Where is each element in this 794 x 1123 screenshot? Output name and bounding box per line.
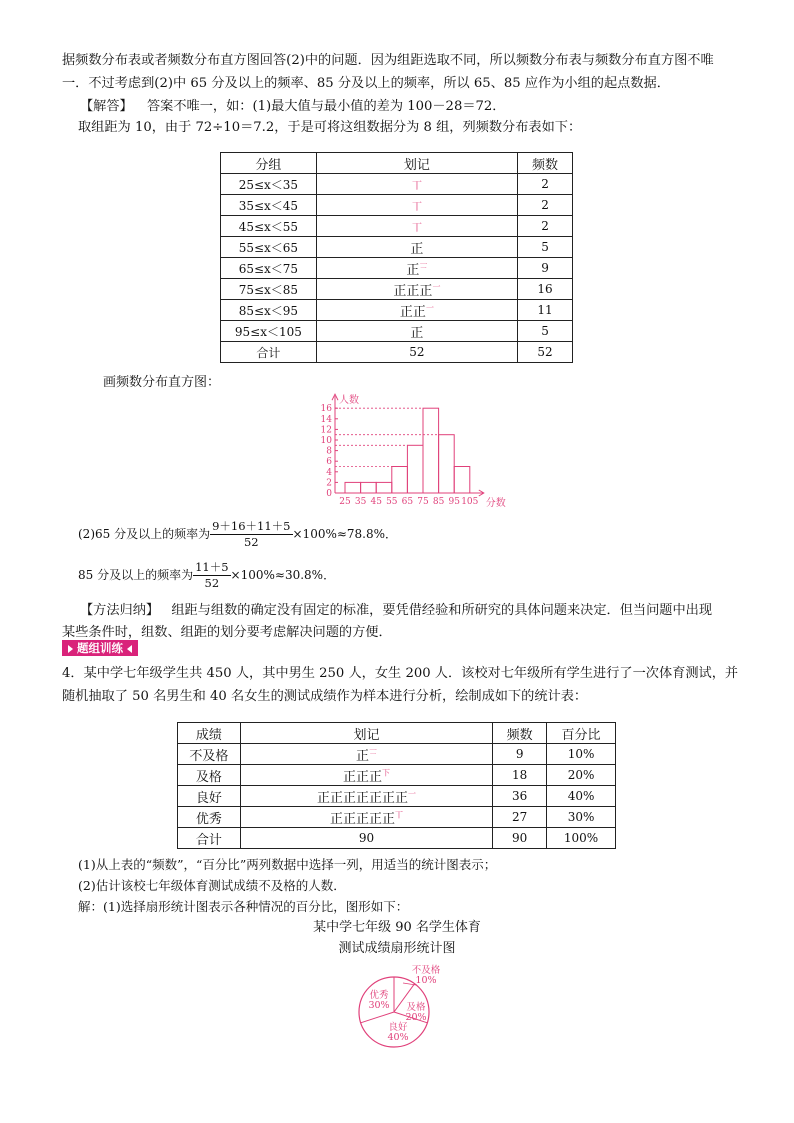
count-cell: 5 <box>518 321 573 342</box>
grade-cell: 及格 <box>178 765 241 786</box>
count-cell: 2 <box>518 174 573 195</box>
grade-cell: 优秀 <box>178 807 241 828</box>
header-tally: 划记 <box>316 153 517 174</box>
group-cell: 25≤x＜35 <box>221 174 317 195</box>
count-cell: 27 <box>493 807 547 828</box>
table-total-row <box>221 342 573 363</box>
y-tick-label: 8 <box>326 446 332 457</box>
pie-title-line-2: 测试成绩扇形统计图 <box>338 941 456 956</box>
pie-slice-label: 优秀 <box>369 990 389 1001</box>
section-banner <box>62 640 138 656</box>
f2-denominator: 52 <box>204 576 220 590</box>
count-cell: 9 <box>518 258 573 279</box>
table-row <box>221 195 573 216</box>
table-row <box>178 786 616 807</box>
frequency-histogram <box>308 392 518 510</box>
header-count: 频数 <box>493 723 547 744</box>
part2-line-2 <box>78 560 335 591</box>
method-line-1 <box>80 599 712 618</box>
header-group: 分组 <box>221 153 317 174</box>
percent-cell: 20% <box>547 765 616 786</box>
pie-slice-label: 良好 <box>388 1022 408 1033</box>
group-cell: 55≤x＜65 <box>221 237 317 258</box>
pie-slice-percent: 30% <box>368 1000 390 1011</box>
tally-sup: 下 <box>382 768 391 778</box>
f2-prefix: 85 分及以上的频率为 <box>78 568 194 582</box>
tally-cell <box>240 744 492 765</box>
total-percent: 100% <box>547 828 616 849</box>
histogram-bar <box>454 467 470 494</box>
x-tick-label: 65 <box>401 497 414 507</box>
table-row <box>221 216 573 237</box>
histogram-bar <box>345 482 361 493</box>
y-tick-label: 12 <box>320 425 332 436</box>
tally-cell: 丅 <box>316 216 517 237</box>
y-tick-label: 10 <box>320 436 332 446</box>
q4-part-2: (2)估计该校七年级体育测试成绩不及格的人数． <box>78 878 346 893</box>
group-cell: 35≤x＜45 <box>221 195 317 216</box>
tally-sup: 一 <box>432 282 441 292</box>
tally-cell: 丅 <box>316 174 517 195</box>
table-total-row <box>178 828 616 849</box>
header-grade: 成绩 <box>178 723 241 744</box>
grade-cell: 不及格 <box>178 744 241 765</box>
tally-sup: 丅 <box>395 810 404 820</box>
tally-text: 正正 <box>399 304 426 320</box>
q4-line-1: 4．某中学七年级学生共 450 人，其中男生 250 人，女生 200 人．该校对七年级所有学生进行了一次体育测试，并 <box>62 666 739 681</box>
q4-part-1: (1)从上表的“频数”，“百分比”两列数据中选择一列，用适当的统计图表示； <box>78 857 497 872</box>
x-tick-label: 105 <box>461 497 479 507</box>
f2-fraction <box>193 560 230 591</box>
pie-slice-label: 不及格 <box>411 965 441 976</box>
total-tally: 52 <box>316 342 517 363</box>
table-header-row <box>221 153 573 174</box>
table-row <box>221 174 573 195</box>
table-row <box>221 321 573 342</box>
method-tag: 【方法归纳】 <box>80 603 160 618</box>
count-cell: 9 <box>493 744 547 765</box>
table-row <box>221 237 573 258</box>
tally-sup: 𠄟 <box>419 261 428 271</box>
count-cell: 18 <box>493 765 547 786</box>
y-tick-label: 6 <box>326 457 332 468</box>
tally-text: 正 <box>406 262 420 278</box>
x-tick-label: 35 <box>354 497 367 507</box>
tally-cell <box>316 279 517 300</box>
x-tick-label: 85 <box>432 497 445 507</box>
tally-cell <box>316 258 517 279</box>
x-axis-label: 分数 <box>485 498 506 509</box>
frequency-table <box>220 152 573 363</box>
table-row <box>221 258 573 279</box>
tally-text: 正正正 <box>393 283 433 299</box>
percent-cell: 30% <box>547 807 616 828</box>
x-tick-label: 45 <box>370 497 382 507</box>
f1-numerator: 9＋16＋11＋5 <box>212 519 291 533</box>
x-tick-label: 75 <box>417 497 429 507</box>
banner-arrow-right-icon <box>68 645 73 653</box>
percent-cell: 40% <box>547 786 616 807</box>
y-axis-label: 人数 <box>339 395 359 406</box>
pie-slice-label: 及格 <box>406 1002 426 1013</box>
tally-sup: 𠄟 <box>369 747 378 757</box>
total-tally: 90 <box>240 828 492 849</box>
pie-slice-percent: 20% <box>405 1012 427 1023</box>
tally-cell: 正 <box>316 237 517 258</box>
intro-line-2: 一．不过考虑到(2)中 65 分及以上的频率、85 分及以上的频率，所以 65、85 应作为小组的起点数据． <box>62 76 670 91</box>
group-line: 取组距为 10，由于 72÷10＝7.2，于是可将这组数据分为 8 组，列频数分布表如下： <box>78 120 582 135</box>
pie-slice-percent: 40% <box>387 1032 409 1043</box>
method-line-2: 某些条件时，组数、组距的划分要考虑解决问题的方便． <box>62 625 392 640</box>
pie-slice-percent: 10% <box>415 975 437 986</box>
part2-line-1 <box>78 519 397 550</box>
y-tick-label: 0 <box>326 489 332 499</box>
answer-text: 答案不唯一，如：(1)最大值与最小值的差为 100－28＝72． <box>146 99 506 114</box>
x-tick-label: 55 <box>386 497 398 507</box>
tally-cell <box>240 786 492 807</box>
total-label: 合计 <box>221 342 317 363</box>
y-tick-label: 4 <box>326 467 332 478</box>
intro-line-1: 据频数分布表或者频数分布直方图回答(2)中的问题．因为组距选取不同，所以频数分布表与频数分布直方图不唯 <box>62 53 714 68</box>
f1-suffix: ×100%≈78.8%． <box>292 527 398 541</box>
group-cell: 95≤x＜105 <box>221 321 317 342</box>
count-cell: 2 <box>518 195 573 216</box>
tally-cell <box>240 765 492 786</box>
group-cell: 85≤x＜95 <box>221 300 317 321</box>
x-tick-label: 95 <box>448 497 460 507</box>
table-row <box>221 279 573 300</box>
percent-cell: 10% <box>547 744 616 765</box>
group-cell: 65≤x＜75 <box>221 258 317 279</box>
histogram-caption: 画频数分布直方图： <box>103 375 221 390</box>
y-tick-label: 16 <box>320 404 332 415</box>
group-cell: 75≤x＜85 <box>221 279 317 300</box>
table-header-row <box>178 723 616 744</box>
header-percent: 百分比 <box>547 723 616 744</box>
total-label: 合计 <box>178 828 241 849</box>
total-count: 52 <box>518 342 573 363</box>
histogram-bar <box>376 482 392 493</box>
f1-denominator: 52 <box>243 535 259 549</box>
y-tick-label: 14 <box>320 414 332 425</box>
count-cell: 5 <box>518 237 573 258</box>
histogram-bar <box>439 435 455 493</box>
tally-text: 正正正 <box>343 769 383 785</box>
f1-prefix: (2)65 分及以上的频率为 <box>78 527 211 541</box>
tally-sup: 一 <box>408 789 417 799</box>
tally-cell <box>316 300 517 321</box>
grade-table <box>177 722 616 849</box>
tally-cell: 正 <box>316 321 517 342</box>
tally-cell <box>240 807 492 828</box>
tally-text: 正正正正正正正 <box>317 790 409 806</box>
x-tick-label: 25 <box>339 497 351 507</box>
f1-fraction <box>210 519 292 550</box>
tally-text: 正正正正正 <box>330 811 396 827</box>
count-cell: 36 <box>493 786 547 807</box>
f2-numerator: 11＋5 <box>195 560 229 574</box>
grade-pie-chart <box>340 955 460 1055</box>
method-text-1: 组距与组数的确定没有固定的标准，要凭借经验和所研究的具体问题来决定．但当问题中出现 <box>171 603 713 618</box>
pie-title-line-1: 某中学七年级 90 名学生体育 <box>313 920 481 935</box>
group-cell: 45≤x＜55 <box>221 216 317 237</box>
tally-text: 正 <box>356 748 370 764</box>
table-row <box>178 744 616 765</box>
histogram-bar <box>407 445 423 493</box>
histogram-bar <box>423 408 439 493</box>
header-count: 频数 <box>518 153 573 174</box>
total-count: 90 <box>493 828 547 849</box>
answer-tag: 【解答】 <box>80 99 133 114</box>
count-cell: 2 <box>518 216 573 237</box>
banner-label: 题组训练 <box>77 641 123 655</box>
banner-arrow-left-icon <box>127 645 132 653</box>
grade-cell: 良好 <box>178 786 241 807</box>
table-row <box>178 765 616 786</box>
header-tally: 划记 <box>240 723 492 744</box>
q4-line-2: 随机抽取了 50 名男生和 40 名女生的测试成绩作为样本进行分析，绘制成如下的统计表： <box>62 689 588 704</box>
answer-line <box>80 95 506 114</box>
y-tick-label: 2 <box>326 478 332 489</box>
tally-cell: 丅 <box>316 195 517 216</box>
histogram-bar <box>361 482 377 493</box>
f2-suffix: ×100%≈30.8%． <box>230 568 336 582</box>
count-cell: 16 <box>518 279 573 300</box>
table-row <box>178 807 616 828</box>
table-row <box>221 300 573 321</box>
histogram-bar <box>392 467 408 494</box>
q4-solution: 解：(1)选择扇形统计图表示各种情况的百分比，图形如下： <box>78 899 409 914</box>
count-cell: 11 <box>518 300 573 321</box>
tally-sup: 一 <box>425 303 434 313</box>
